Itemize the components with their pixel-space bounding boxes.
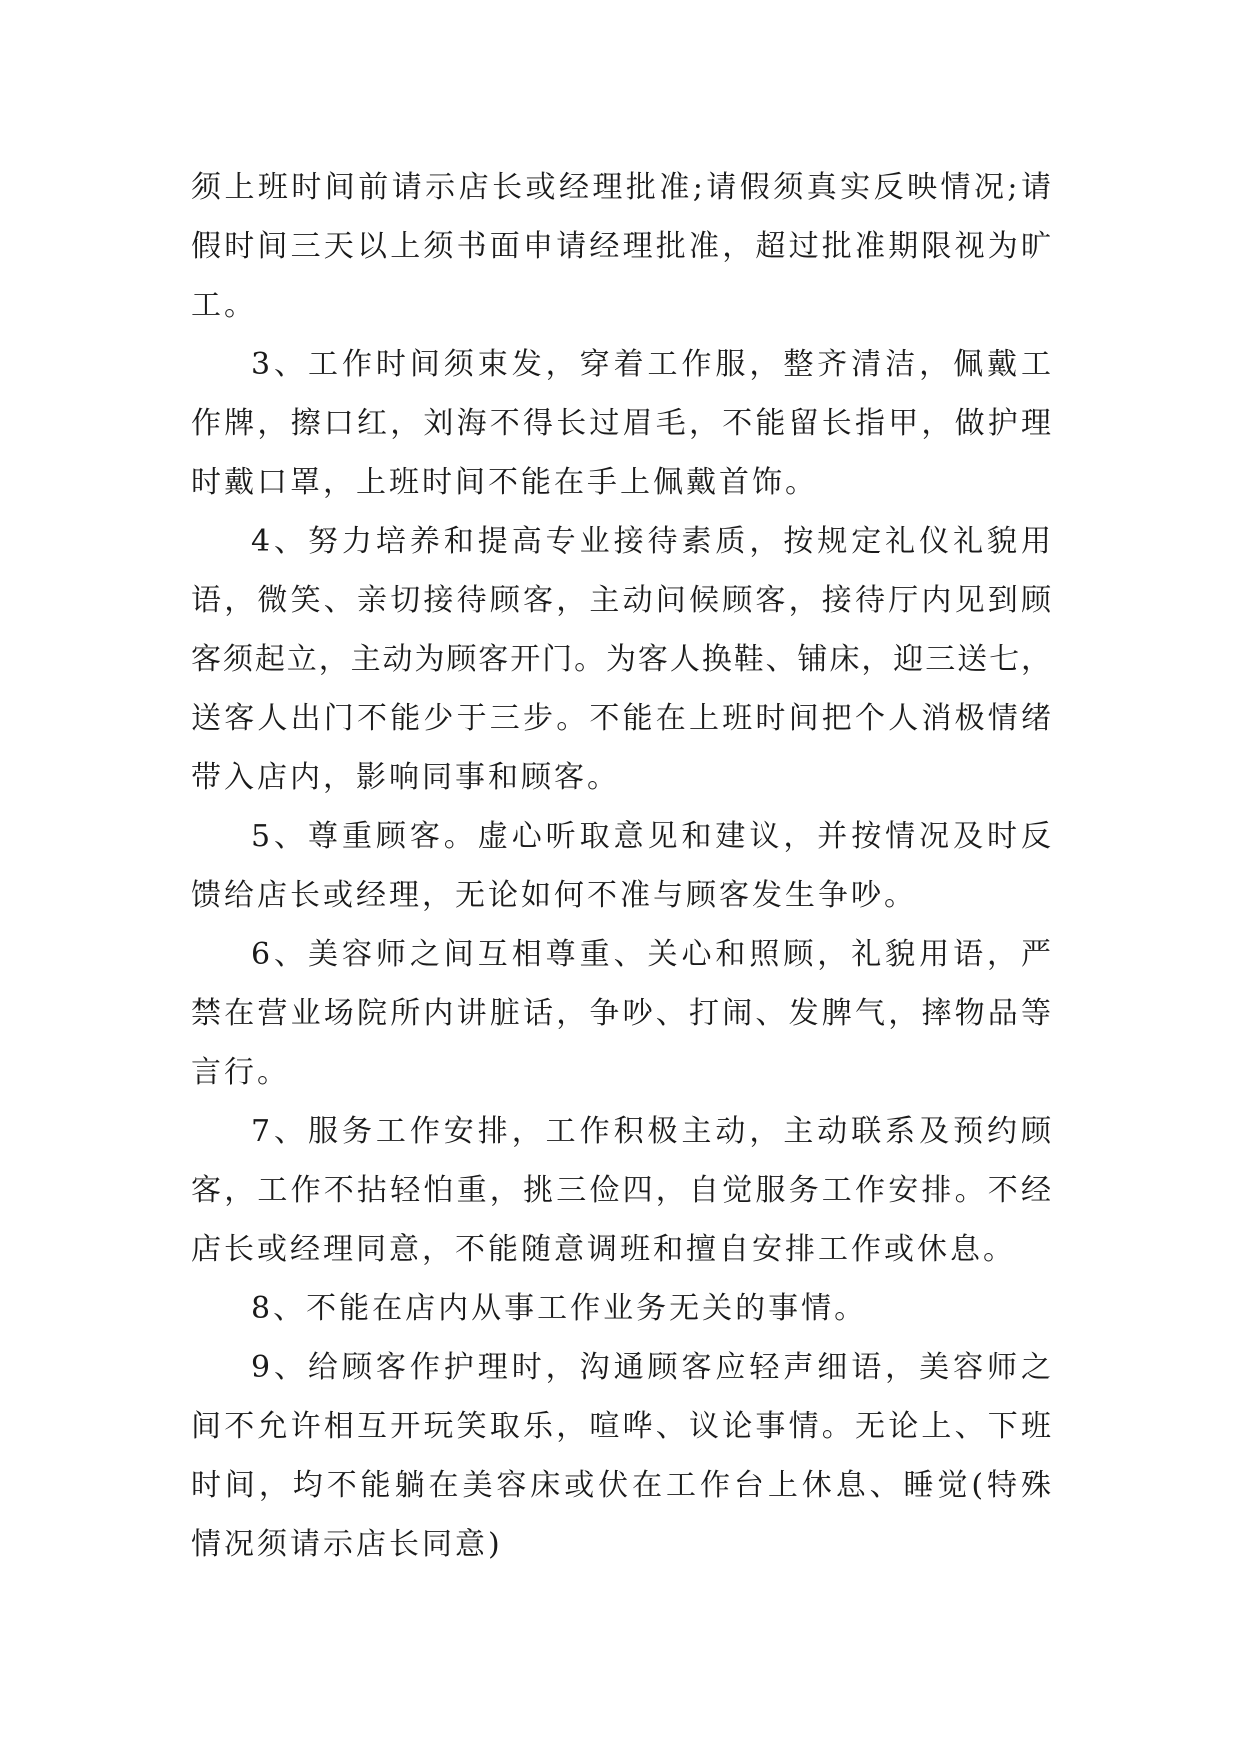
paragraph-item-6 <box>191 925 1051 1102</box>
text-line: 时戴口罩，上班时间不能在手上佩戴首饰。 <box>191 465 818 500</box>
text-line: 作牌，擦口红，刘海不得长过眉毛，不能留长指甲，做护理 <box>191 406 1051 441</box>
paragraph-item-3 <box>191 335 1051 512</box>
paragraph-item-4 <box>191 512 1051 807</box>
document-body <box>191 158 1051 1574</box>
text-line: 时间，均不能躺在美容床或伏在工作台上休息、睡觉(特殊 <box>191 1468 1051 1503</box>
text-line: 间不允许相互开玩笑取乐，喧哗、议论事情。无论上、下班 <box>191 1409 1051 1444</box>
text-line: 禁在营业场院所内讲脏话，争吵、打闹、发脾气，摔物品等 <box>191 996 1051 1031</box>
paragraph-item-8 <box>191 1279 1051 1338</box>
paragraph-item-5 <box>191 807 1051 925</box>
text-line: 假时间三天以上须书面申请经理批准，超过批准期限视为旷 <box>191 229 1051 264</box>
paragraph-item-9 <box>191 1338 1051 1574</box>
text-line: 须上班时间前请示店长或经理批准;请假须真实反映情况;请 <box>191 170 1051 205</box>
text-line: 3、工作时间须束发，穿着工作服，整齐清洁，佩戴工 <box>251 347 1051 382</box>
text-line: 7、服务工作安排，工作积极主动，主动联系及预约顾 <box>251 1114 1051 1149</box>
text-line: 语，微笑、亲切接待顾客，主动问候顾客，接待厅内见到顾 <box>191 583 1051 618</box>
text-line: 言行。 <box>191 1055 290 1090</box>
paragraph-item-2-continuation <box>191 158 1051 335</box>
text-line: 客，工作不拈轻怕重，挑三俭四，自觉服务工作安排。不经 <box>191 1173 1051 1208</box>
text-line: 工。 <box>191 288 257 323</box>
text-line: 店长或经理同意，不能随意调班和擅自安排工作或休息。 <box>191 1232 1016 1267</box>
text-line: 情况须请示店长同意) <box>191 1527 503 1562</box>
text-line: 4、努力培养和提高专业接待素质，按规定礼仪礼貌用 <box>251 524 1051 559</box>
paragraph-item-7 <box>191 1102 1051 1279</box>
text-line: 送客人出门不能少于三步。不能在上班时间把个人消极情绪 <box>191 701 1051 736</box>
text-line: 带入店内，影响同事和顾客。 <box>191 760 620 795</box>
text-line: 8、不能在店内从事工作业务无关的事情。 <box>251 1291 868 1326</box>
text-line: 5、尊重顾客。虚心听取意见和建议，并按情况及时反 <box>251 819 1051 854</box>
text-line: 6、美容师之间互相尊重、关心和照顾，礼貌用语，严 <box>251 937 1051 972</box>
text-line: 客须起立，主动为顾客开门。为客人换鞋、铺床，迎三送七， <box>191 642 1051 677</box>
text-line: 9、给顾客作护理时，沟通顾客应轻声细语，美容师之 <box>251 1350 1051 1385</box>
text-line: 馈给店长或经理，无论如何不准与顾客发生争吵。 <box>191 878 917 913</box>
